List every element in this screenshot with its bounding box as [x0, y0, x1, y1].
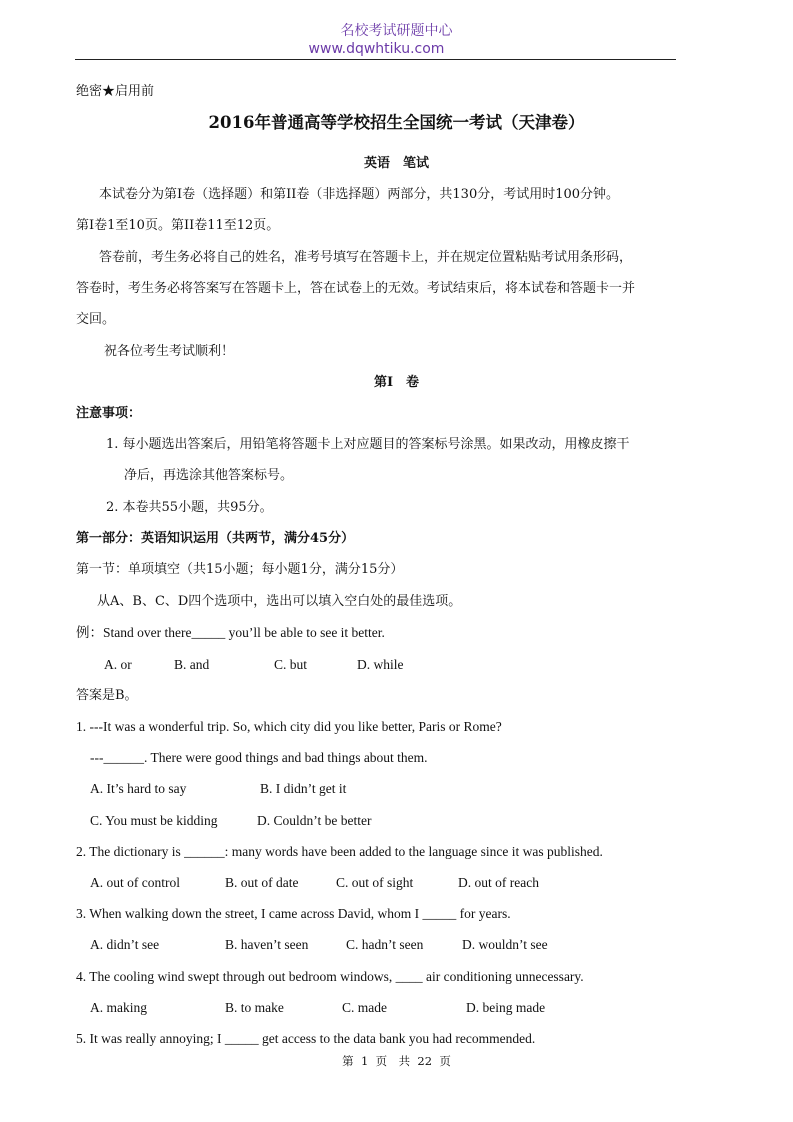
footer-middle: 页 共: [375, 1054, 411, 1068]
question-1-stem: 1. ---It was a wonderful trip. So, which city did you like better, Paris or Rome?: [76, 719, 502, 734]
question-4-option-a: A. making: [90, 1000, 147, 1015]
section-1-instruction: 从A、B、C、D四个选项中，选出可以填入空白处的最佳选项。: [97, 594, 462, 609]
question-3-option-b: B. haven’t seen: [225, 937, 309, 952]
example-option-c: C. but: [274, 657, 308, 672]
question-2-stem: 2. The dictionary is ______: many words have been added to the language since it was published.: [76, 844, 603, 859]
question-4-option-b: B. to make: [225, 1000, 284, 1015]
notice-item-1-line-1: 1. 每小题选出答案后，用铅笔将答题卡上对应题目的答案标号涂黑。如果改动，用橡皮擦干: [106, 437, 630, 452]
question-2-option-a: A. out of control: [90, 875, 180, 890]
exam-title: 2016年普通高等学校招生全国统一考试（天津卷）: [208, 113, 585, 132]
intro-paragraph-2-line-1: 答卷前，考生务必将自己的姓名，准考号填写在答题卡上，并在规定位置粘贴考试用条形码，: [99, 250, 633, 265]
question-4-option-d: D. being made: [466, 1000, 546, 1015]
footer-page-number: 1: [360, 1054, 369, 1068]
example-stem: 例：Stand over there_____ you’ll be able to see it better.: [76, 625, 385, 640]
question-4-option-c: C. made: [342, 1000, 387, 1015]
question-3-option-d: D. wouldn’t see: [462, 937, 548, 952]
notice-item-2: 2. 本卷共55小题，共95分。: [106, 500, 273, 515]
part-1-heading: 第一部分：英语知识运用（共两节，满分45分）: [76, 531, 355, 546]
header-url[interactable]: www.dqwhtiku.com: [308, 41, 445, 57]
question-1-stem-2: ---______. There were good things and bad things about them.: [90, 750, 428, 765]
question-1-option-a: A. It’s hard to say: [90, 781, 187, 796]
question-2-option-d: D. out of reach: [458, 875, 539, 890]
example-option-d: D. while: [357, 657, 404, 672]
question-4-stem: 4. The cooling wind swept through out bedroom windows, ____ air conditioning unnecessary.: [76, 969, 584, 984]
good-luck-wish: 祝各位考生考试顺利！: [104, 344, 235, 359]
example-option-b: B. and: [174, 657, 210, 672]
confidential-mark: 绝密★启用前: [76, 84, 155, 99]
page-footer: [0, 1054, 793, 1068]
question-3-stem: 3. When walking down the street, I came across David, whom I _____ for years.: [76, 906, 511, 921]
question-2-option-b: B. out of date: [225, 875, 299, 890]
footer-suffix: 页: [439, 1054, 451, 1068]
notice-item-1-line-2: 净后，再选涂其他答案标号。: [124, 468, 294, 483]
example-option-a: A. or: [104, 657, 132, 672]
intro-paragraph-2-line-2: 答卷时，考生务必将答案写在答题卡上，答在试卷上的无效。考试结束后，将本试卷和答题卡一并: [76, 281, 636, 296]
intro-paragraph-2-line-3: 交回。: [76, 312, 116, 327]
question-1-option-c: C. You must be kidding: [90, 813, 218, 828]
intro-paragraph-1-line-1: 本试卷分为第I卷（选择题）和第II卷（非选择题）两部分，共130分，考试用时100分钟。: [99, 187, 620, 202]
question-1-option-d: D. Couldn’t be better: [257, 813, 372, 828]
question-2-option-c: C. out of sight: [336, 875, 414, 890]
intro-paragraph-1-line-2: 第I卷1至10页。第II卷11至12页。: [76, 218, 280, 233]
question-5-stem: 5. It was really annoying; I _____ get access to the data bank you had recommended.: [76, 1031, 536, 1046]
question-3-option-a: A. didn’t see: [90, 937, 160, 952]
exam-subtitle: 英语 笔试: [363, 156, 429, 171]
example-answer: 答案是B。: [76, 688, 138, 703]
section-1-heading: 第一节：单项填空（共15小题；每小题1分，满分15分）: [76, 562, 404, 577]
notice-heading: 注意事项：: [76, 406, 142, 421]
question-1-option-b: B. I didn’t get it: [260, 781, 347, 796]
question-3-option-c: C. hadn’t seen: [346, 937, 424, 952]
volume-heading: 第I 卷: [373, 375, 420, 390]
header-divider: [75, 59, 676, 60]
footer-total-pages: 22: [417, 1054, 433, 1068]
header-site-name: 名校考试研题中心: [340, 23, 453, 39]
footer-prefix: 第: [342, 1054, 354, 1068]
